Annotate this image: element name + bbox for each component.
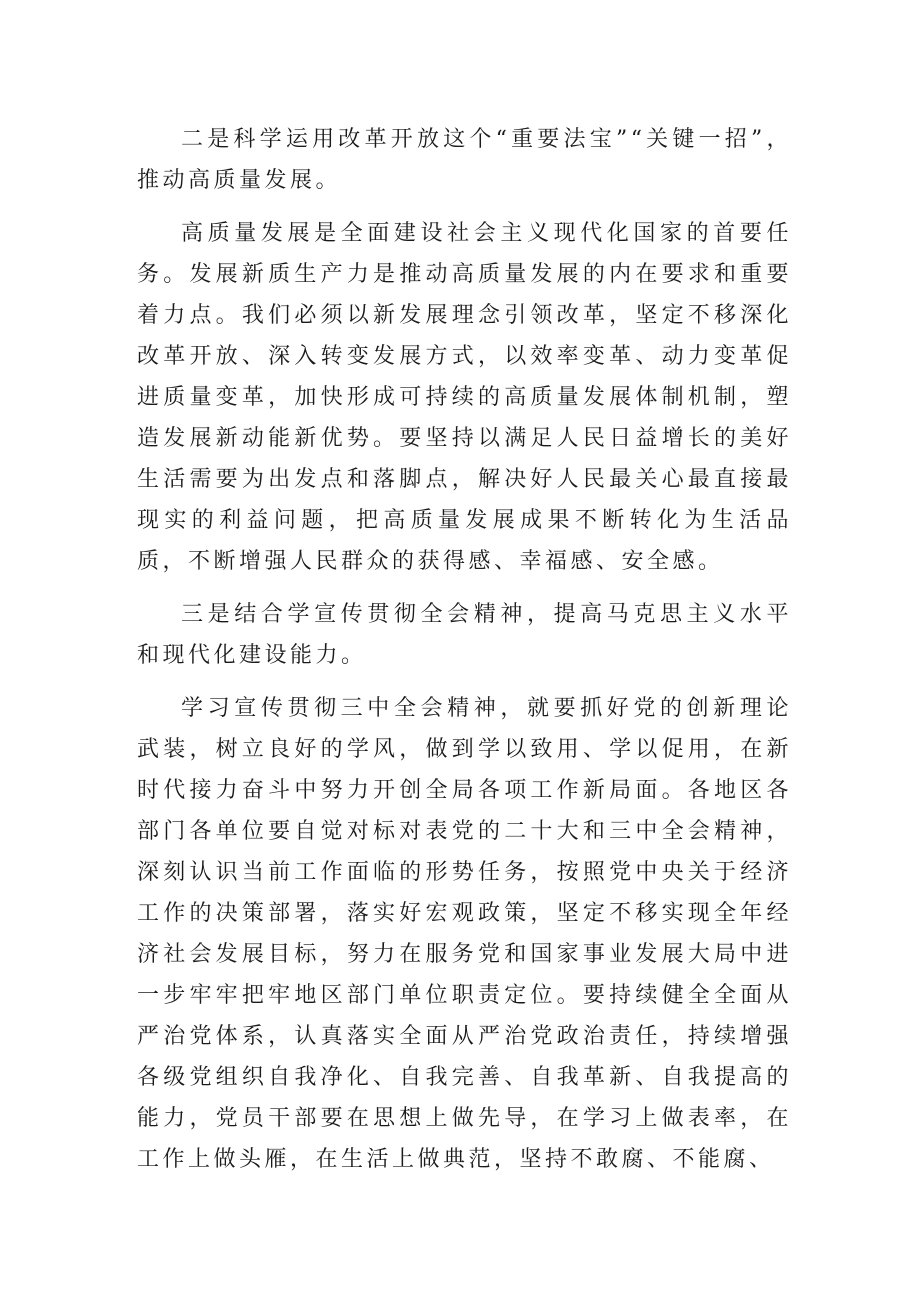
paragraph-high-quality-development: 高质量发展是全面建设社会主义现代化国家的首要任务。发展新质生产力是推动高质量发展的内在要求和重要着力点。我们必须以新发展理念引领改革，坚定不移深化改革开放、深入转变发展方式，以效率变革、动力变革促进质量变革，加快形成可持续的高质量发展体制机制，塑造发展新动能新优势。要坚持以满足人民日益增长的美好生活需要为出发点和落脚点，解决好人民最关心最直接最现实的利益问题，把高质量发展成果不断转化为生活品质，不断增强人民群众的获得感、幸福感、安全感。 [137, 221, 792, 574]
paragraph-study-plenum-spirit: 学习宣传贯彻三中全会精神，就要抓好党的创新理论武装，树立良好的学风，做到学以致用、学以促用，在新时代接力奋斗中努力开创全局各项工作新局面。各地区各部门各单位要自觉对标对表党的二十大和三中全会精神，深刻认识当前工作面临的形势任务，按照党中央关于经济工作的决策部署，落实好宏观政策，坚定不移实现全年经济社会发展目标，努力在服务党和国家事业发展大局中进一步牢牢把牢地区部门单位职责定位。要持续健全全面从严治党体系，认真落实全面从严治党政治责任，持续增强各级党组织自我净化、自我完善、自我革新、自我提高的能力，党员干部要在思想上做先导，在学习上做表率，在工作上做头雁，在生活上做典范，坚持不敢腐、不能腐、 [137, 696, 792, 1172]
paragraph-point-three-heading: 三是结合学宣传贯彻全会精神，提高马克思主义水平和现代化建设能力。 [137, 602, 792, 668]
paragraph-point-two-heading: 二是科学运用改革开放这个“重要法宝”“关键一招”，推动高质量发展。 [137, 127, 792, 193]
